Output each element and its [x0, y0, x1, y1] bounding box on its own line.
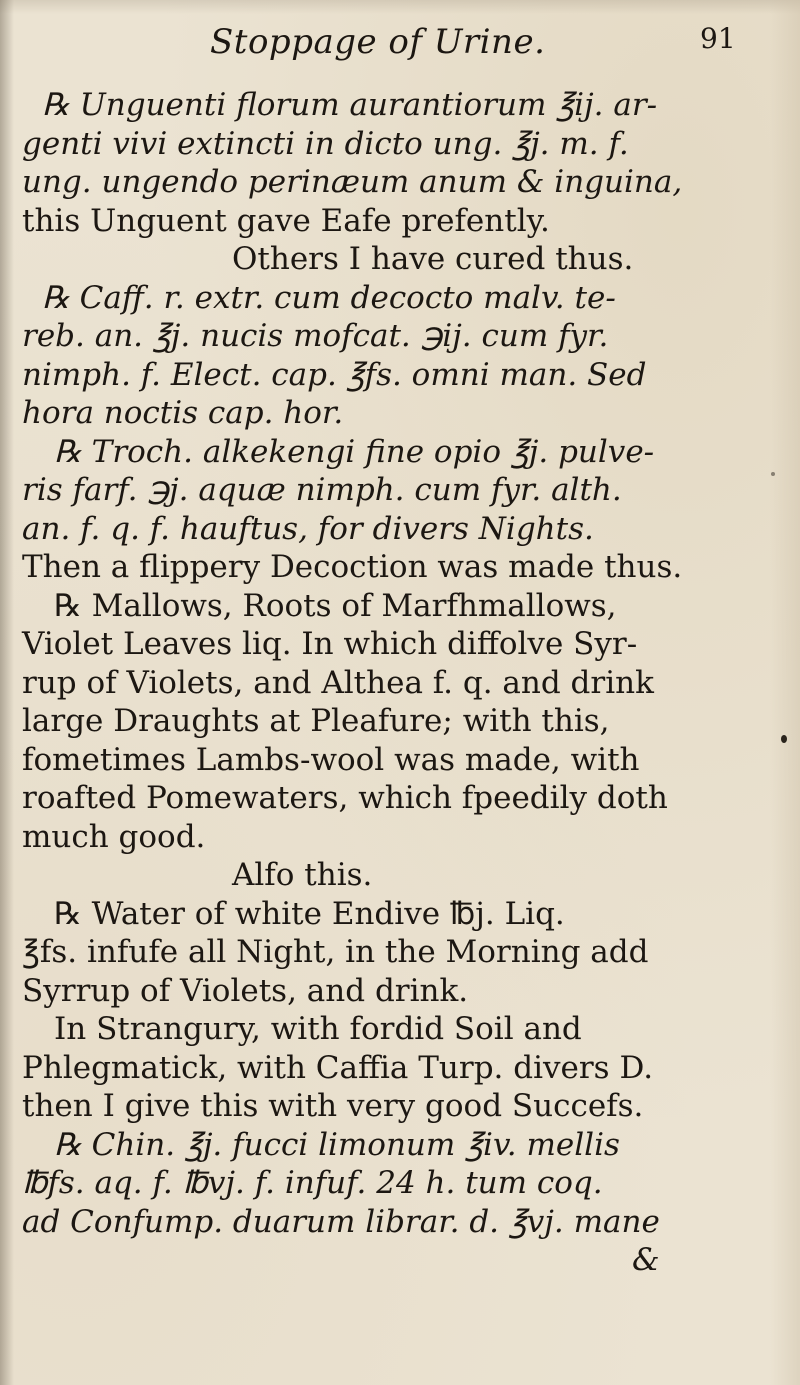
- text-line: Syrrup of Violets, and drink.: [22, 972, 469, 1009]
- ink-speck: [771, 472, 775, 476]
- text-line: nimph. f. Elect. cap. ℥fs. omni man. Sed: [22, 356, 647, 393]
- text-line: ℞ Chin. ℥j. fucci limonum ℥iv. mellis: [54, 1126, 620, 1163]
- text-line: ℞ Unguenti florum aurantiorum ℥ij. ar-: [42, 87, 658, 123]
- text-line: ℔fs. aq. f. ℔vj. f. infuf. 24 h. tum coq.: [22, 1165, 603, 1201]
- text-line: reb. an. ℥j. nucis mofcat. ℈ij. cum fyr.: [22, 318, 609, 354]
- text-line: ung. ungendo perinæum anum & inguina,: [22, 164, 683, 200]
- text-line: fometimes Lambs-wool was made, with: [22, 741, 640, 778]
- text-line: ℞ Troch. alkekengi fine opio ℥j. pulve-: [54, 433, 655, 470]
- text-line: Others I have cured thus.: [232, 241, 634, 277]
- text-line: Alfo this.: [232, 857, 373, 893]
- text-line: ℞ Caff. r. extr. cum decocto malv. te-: [42, 279, 616, 316]
- text-line: hora noctis cap. hor.: [22, 395, 344, 431]
- top-edge-shade: [0, 0, 800, 14]
- page-number: 91: [700, 22, 736, 55]
- text-line: ℞ Mallows, Roots of Marfhmallows,: [54, 587, 617, 624]
- text-line: genti vivi extincti in dicto ung. ℥j. m. f.: [22, 125, 629, 162]
- text-line: ℥fs. infufe all Night, in the Morning add: [22, 934, 649, 970]
- text-line: &: [632, 1242, 660, 1278]
- text-line: In Strangury, with fordid Soil and: [54, 1011, 582, 1047]
- text-line: roafted Pomewaters, which fpeedily doth: [22, 780, 668, 816]
- text-line: this Unguent gave Eafe prefently.: [22, 202, 550, 239]
- text-line: large Draughts at Pleafure; with this,: [22, 703, 610, 739]
- text-line: Violet Leaves liq. In which diffolve Syr-: [22, 626, 638, 662]
- text-line: then I give this with very good Succefs.: [22, 1088, 644, 1124]
- text-line: ris farf. ℈j. aquæ nimph. cum fyr. alth.: [22, 472, 622, 508]
- text-line: rup of Violets, and Althea f. q. and drink: [22, 664, 654, 701]
- running-head: Stoppage of Urine.: [210, 22, 546, 62]
- text-line: Phlegmatick, with Caffia Turp. divers D.: [22, 1049, 654, 1086]
- text-line: ℞ Water of white Endive ℔j. Liq.: [54, 895, 565, 932]
- body-text: [22, 86, 762, 1280]
- right-margin-shade: [770, 0, 800, 1385]
- text-line: an. f. q. f. hauftus, for divers Nights.: [22, 510, 594, 547]
- text-line: much good.: [22, 818, 206, 855]
- gutter-shadow: [0, 0, 14, 1385]
- ink-speck: [781, 735, 787, 743]
- text-line: ad Confump. duarum librar. d. ℥vj. mane: [22, 1203, 660, 1240]
- text-line: Then a flippery Decoction was made thus.: [22, 549, 683, 585]
